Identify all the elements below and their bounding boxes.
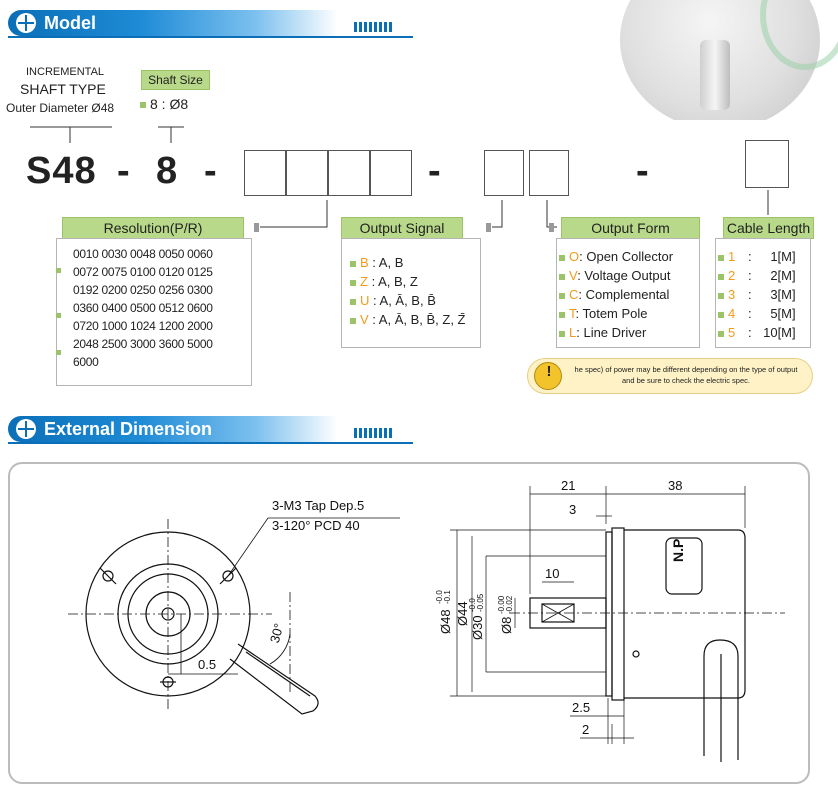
dimension-section-title: External Dimension bbox=[44, 418, 213, 439]
warning-line-1: he spec) of power may be different depending on the type of output bbox=[574, 365, 798, 374]
model-dash-2: - bbox=[204, 150, 218, 192]
output-form-item: L: Line Driver bbox=[559, 323, 699, 342]
output-signal-title: Output Signal bbox=[341, 217, 463, 239]
dim-d8-tol-up: -0.00 bbox=[497, 595, 506, 614]
dim-d30-tol-dn: -0.05 bbox=[476, 593, 485, 612]
output-signal-item: Z : A, B, Z bbox=[350, 272, 480, 291]
resolution-box-1 bbox=[244, 150, 286, 196]
dimension-section-underline bbox=[8, 442, 413, 444]
dim-d30-tol-up: -0.0 bbox=[468, 598, 477, 612]
cable-length-panel bbox=[715, 238, 811, 348]
output-signal-item: V : A, Ā, B, B̄, Z, Z̄ bbox=[350, 310, 480, 329]
np-plate-label: N.P bbox=[670, 538, 686, 562]
dim-21: 21 bbox=[561, 478, 576, 493]
cable-length-title: Cable Length bbox=[723, 217, 814, 239]
resolution-box-3 bbox=[328, 150, 370, 196]
model-dash-1: - bbox=[117, 150, 131, 192]
front-view bbox=[68, 518, 400, 714]
cable-length-item: 2 : 2[M] bbox=[718, 266, 810, 285]
resolution-row: 0072 0075 0100 0120 0125 bbox=[73, 265, 213, 279]
cable-length-item: 3 : 3[M] bbox=[718, 285, 810, 304]
output-signal-box bbox=[484, 150, 524, 196]
cable-length-box bbox=[745, 140, 789, 188]
output-signal-item: B : A, B bbox=[350, 253, 480, 272]
model-dash-3: - bbox=[428, 150, 442, 192]
warning-icon bbox=[534, 362, 562, 390]
model-shaft-size: 8 bbox=[156, 150, 179, 192]
dim-38: 38 bbox=[668, 478, 683, 493]
model-dash-4: - bbox=[636, 150, 650, 192]
type-shaft: SHAFT TYPE bbox=[20, 81, 106, 97]
dimension-section-header bbox=[8, 416, 392, 442]
globe-icon bbox=[16, 419, 36, 439]
shaft-size-title: Shaft Size bbox=[141, 70, 210, 90]
resolution-box-2 bbox=[286, 150, 328, 196]
resolution-row: 6000 bbox=[73, 355, 99, 369]
output-signal-panel bbox=[341, 238, 481, 348]
angle-label: 30° bbox=[266, 621, 287, 645]
model-section-title: Model bbox=[44, 12, 96, 33]
dim-d48-tol-up: -0.0 bbox=[435, 590, 444, 604]
cable-length-item: 4 : 5[M] bbox=[718, 304, 810, 323]
resolution-row: 2048 2500 3000 3600 5000 bbox=[73, 337, 213, 351]
resolution-box-4 bbox=[370, 150, 412, 196]
output-form-item: V: Voltage Output bbox=[559, 266, 699, 285]
cable-length-item: 1 : 1[M] bbox=[718, 247, 810, 266]
tap-callout-2: 3-120° PCD 40 bbox=[272, 518, 360, 533]
dim-3: 3 bbox=[569, 502, 577, 517]
offset-label: 0.5 bbox=[198, 657, 217, 672]
warning-line-2: and be sure to check the electric spec. bbox=[622, 376, 750, 385]
dim-d48-tol-dn: -0.1 bbox=[443, 590, 452, 604]
model-prefix: S48 bbox=[26, 150, 97, 192]
output-form-box bbox=[529, 150, 569, 196]
output-form-item: O: Open Collector bbox=[559, 247, 699, 266]
resolution-row: 0720 1000 1024 1200 2000 bbox=[73, 319, 213, 333]
resolution-row: 0010 0030 0048 0050 0060 bbox=[73, 247, 213, 261]
resolution-row: 0192 0200 0250 0256 0300 bbox=[73, 283, 213, 297]
type-incremental: INCREMENTAL bbox=[26, 66, 105, 78]
power-warning bbox=[527, 358, 813, 394]
dim-2: 2 bbox=[582, 722, 590, 737]
resolution-panel bbox=[56, 238, 252, 386]
dim-d8-tol-dn: -0.02 bbox=[505, 595, 514, 614]
dim-d44: Ø44 bbox=[455, 601, 470, 626]
output-form-panel bbox=[556, 238, 700, 348]
header-ticks bbox=[354, 428, 392, 438]
dim-d30: Ø30 bbox=[470, 615, 485, 640]
resolution-title: Resolution(P/R) bbox=[62, 217, 244, 239]
dim-2-5: 2.5 bbox=[572, 700, 591, 715]
output-form-title: Output Form bbox=[561, 217, 700, 239]
resolution-row: 0360 0400 0500 0512 0600 bbox=[73, 301, 213, 315]
shaft-size-value: 8 : Ø8 bbox=[140, 96, 188, 112]
dim-d8: Ø8 bbox=[499, 616, 514, 634]
tap-callout-1: 3-M3 Tap Dep.5 bbox=[272, 498, 365, 513]
cable-length-item: 5 : 10[M] bbox=[718, 323, 810, 342]
output-signal-item: U : A, Ā, B, B̄ bbox=[350, 291, 480, 310]
dim-10: 10 bbox=[545, 566, 560, 581]
dim-d48: Ø48 bbox=[438, 609, 453, 634]
output-form-item: T: Totem Pole bbox=[559, 304, 699, 323]
dimension-drawing bbox=[8, 462, 810, 784]
output-form-item: C: Complemental bbox=[559, 285, 699, 304]
type-diameter: Outer Diameter Ø48 bbox=[6, 101, 115, 115]
